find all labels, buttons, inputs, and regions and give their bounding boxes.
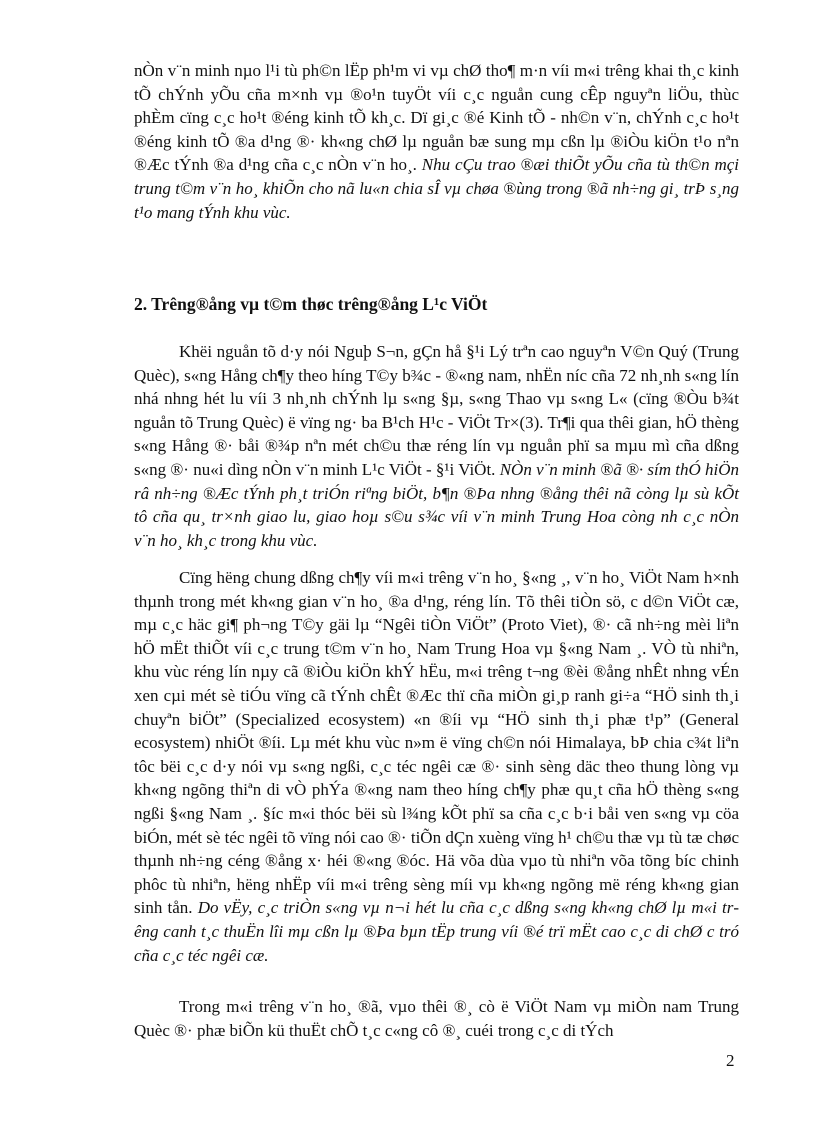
paragraph-1 xyxy=(134,59,739,224)
paragraph-1-text: nÒn v¨n minh nµo l¹i tù ph©n lËp ph¹m vi vµ chØ tho¶ m·n víi m«i trêng khai th¸c kinh tÕ chÝnh yÕu cña m×nh vµ ®o¹n tuyÖt víi c¸c nguån cung cÊp nguyªn liÖu, thùc phÈm cïng c¸c ho¹t ®éng kinh tÕ kh¸c. Dï gi¸c ®é Kinh tÕ - nh©n v¨n, chÝnh c¸c ho¹t ®éng kinh tÕ ®a d¹ng ®· kh«ng chØ lµ nguån bæ sung mµ cßn lµ ®iÒu kiÖn t¹o nªn ®Æc tÝnh ®a d¹ng cña c¸c nÒn v¨n ho¸. xyxy=(134,61,739,175)
section-heading: 2. Trêng®ång vµ t©m thøc trêng®ång L¹c ViÖt xyxy=(134,294,488,314)
paragraph-2-italic: NÒn v¨n minh ®ã ®· sím thÓ hiÖn râ nh÷ng ®Æc tÝnh ph¸t triÓn riªng biÖt, b¶n ®Þa nhng ®ång thêi nã còng lµ sù kÕt tô cña qu¸ tr×nh giao lu, giao hoµ s©u s¾c víi v¨n minh Trung Hoa còng nh c¸c nÒn v¨n ho¸ kh¸c trong khu vùc. xyxy=(134,459,740,550)
paragraph-3-italic: Do vËy, c¸c triÒn s«ng vµ n¬i hét lu cña c¸c dßng s«ng kh«ng chØ lµ m«i trêng canh t¸c thuËn lîi mµ cßn lµ ®Þa bµn tËp trung víi ®é trï mËt cao c¸c di chØ c tró cña c¸c téc ngêi cæ. xyxy=(134,898,740,965)
paragraph-3-text: Cïng hëng chung dßng ch¶y víi m«i trêng v¨n ho¸ §«ng ¸, v¨n ho¸ ViÖt Nam h×nh thµnh trong mét kh«ng gian v¨n ho¸ ®a d¹ng, réng lín. Tõ thêi tiÒn sö, c d©n ViÖt cæ, mµ c¸c häc gi¶ ph¬ng T©y gäi lµ “Ngêi tiÒn ViÖt” (Proto Viet), ®· cã nh÷ng mèi liªn hÖ mËt thiÕt víi c¸c trung t©m v¨n ho¸ Nam Trung Hoa vµ §«ng Nam ¸. VÒ tù nhiªn, khu vùc réng lín nµy cã ®iÒu kiÖn khÝ hËu, m«i trêng t¬ng ®èi ®ång nhÊt nhng vÉn xen cµi mét sè tiÓu vïng cã tÝnh chÊt ®Æc thï cña miÒn gi¸p ranh gi÷a “HÖ sinh th¸i chuyªn biÖt” (Specialized ecosystem) «n ®íi vµ “HÖ sinh th¸i phæ t¹p” (General ecosystem) nhiÖt ®íi. Lµ mét khu vùc n»m ë vïng ch©n nói Himalaya, bÞ chia c¾t liªn tôc bëi c¸c d·y nói vµ s«ng ngßi, c¸c téc ngêi cæ ®· sinh sèng däc theo thung lòng vµ kh«ng ngõng thiªn di vÒ phÝa ®«ng nam theo híng ch¶y phæ qu¸t cña hÖ thèng s«ng ngßi §«ng Nam ¸. §íc m«i thóc bëi sù l¾ng kÕt phï sa cña c¸c b·i båi ven s«ng vµ cöa biÓn, mét sè téc ngêi tõ vïng nói cao ®· tiÕn dÇn xuèng vïng h¹ ch©u thæ vµ tù tæ chøc thµnh nh÷ng céng ®ång x· héi ®«ng ®óc. Hä võa dùa vµo tù nhiªn võa tõng bíc chinh phôc tù nhiªn, hëng nhËp víi m«i trêng sèng míi vµ kh«ng ngõng më réng kh«ng gian sinh tån. xyxy=(134,568,739,918)
paragraph-1-italic: Nhu cÇu trao ®æi thiÕt yÕu cña tù th©n mçi trung t©m v¨n ho¸ khiÕn cho nã lu«n chia sÎ vµ chøa ®ùng trong ®ã nh÷ng gi¸ trÞ s¸ng t¹o mang tÝnh khu vùc. xyxy=(134,155,740,222)
paragraph-4 xyxy=(134,995,739,1042)
page-number: 2 xyxy=(726,1051,735,1070)
paragraph-3 xyxy=(134,566,739,967)
paragraph-4-text: Trong m«i trêng v¨n ho¸ ®ã, vµo thêi ®¸ cò ë ViÖt Nam vµ miÒn nam Trung Quèc ®· phæ biÕn kü thuËt chÕ t¸c c«ng cô ®¸ cuéi trong c¸c di tÝch xyxy=(134,997,739,1040)
paragraph-2-text: Khëi nguån tõ d·y nói Nguþ S¬n, gÇn hå §¹i Lý trªn cao nguyªn V©n Quý (Trung Quèc), s«ng Hång ch¶y theo híng T©y b¾c - ®«ng nam, nhËn níc cña 72 nh¸nh s«ng lín nhá nhng hét lu víi 3 nh¸nh chÝnh lµ s«ng §µ, s«ng Thao vµ s«ng L« (cïng ®Òu b¾t nguån tõ Trung Quèc) ë vïng ng· ba B¹ch H¹c - ViÖt Tr×(3). Tr¶i qua thêi gian, hÖ thèng s«ng Hång ®· båi ®¾p nªn mét ch©u thæ réng lín vµ nguån phï sa mµu mì cña dßng s«ng ®· nu«i dìng nÒn v¨n minh L¹c ViÖt - §¹i ViÖt. xyxy=(134,342,739,479)
paragraph-2 xyxy=(134,340,739,552)
